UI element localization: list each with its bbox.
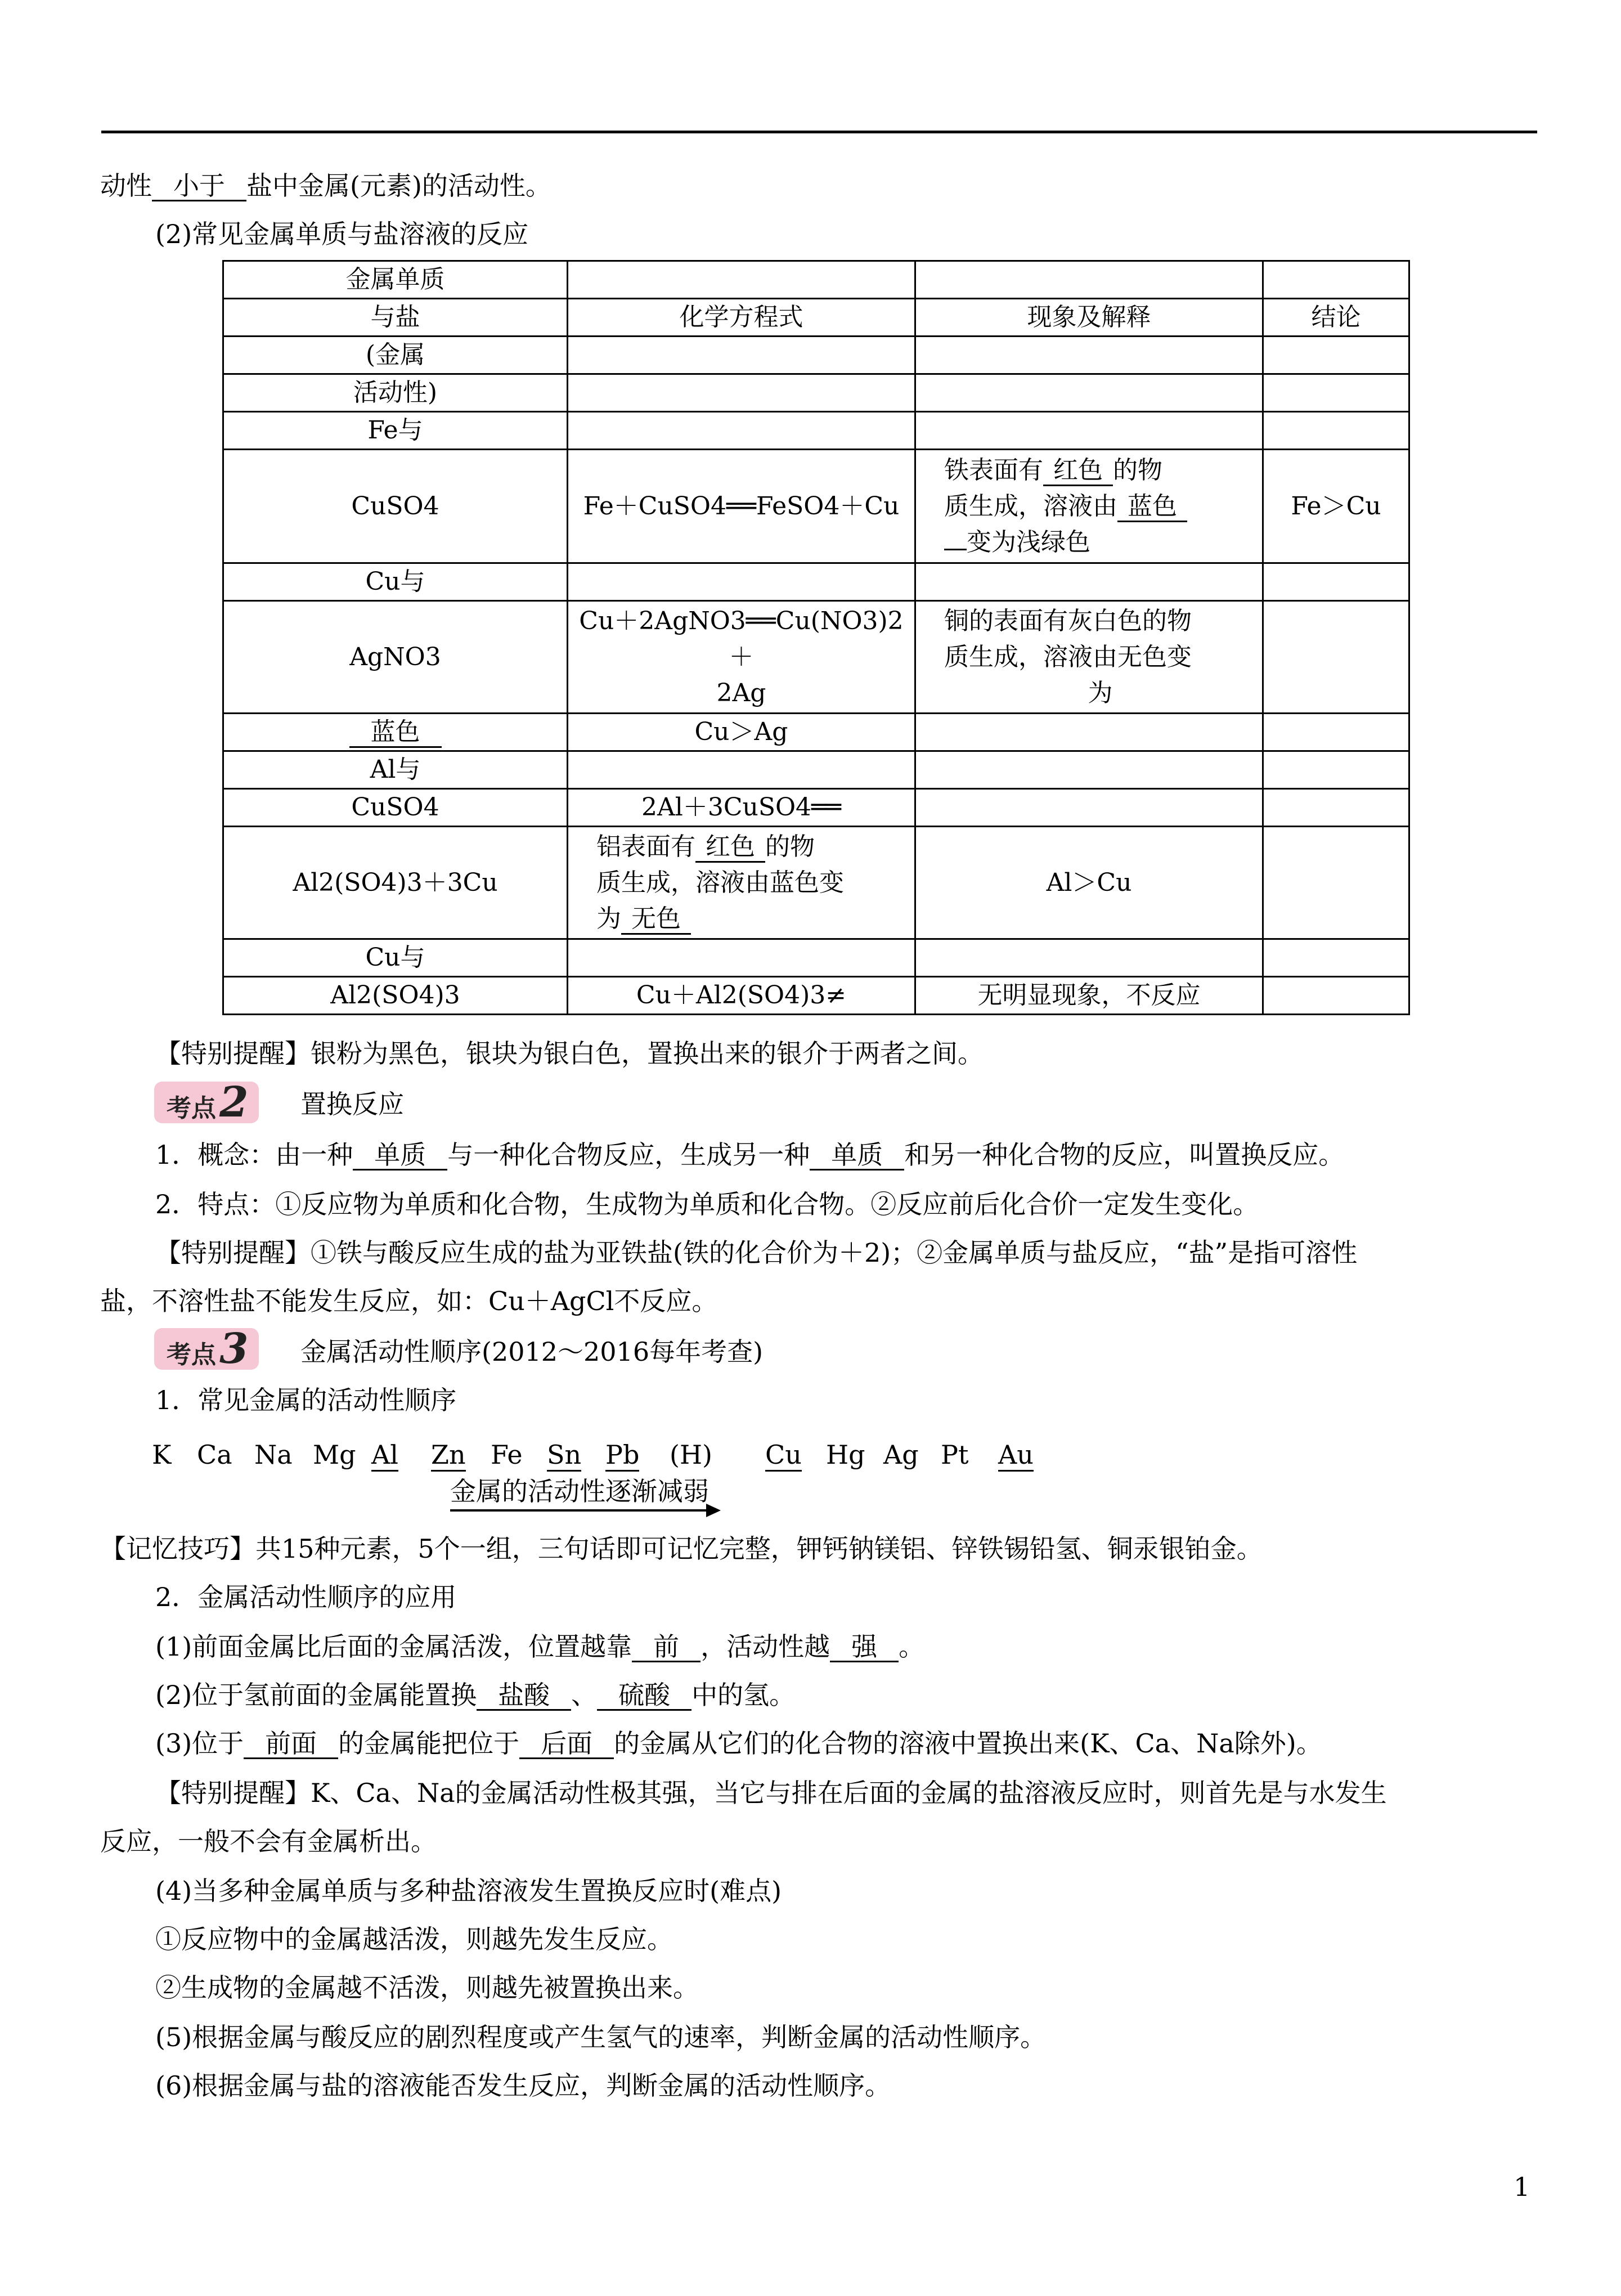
element-symbol: Ca bbox=[197, 1440, 232, 1470]
text-line: ②生成物的金属越不活泼，则越先被置换出来。 bbox=[155, 1972, 699, 2003]
answer-blank: 后面 bbox=[519, 1729, 614, 1759]
element-symbol: (H) bbox=[670, 1440, 713, 1470]
table-cell: Al2(SO4)3＋3Cu bbox=[223, 827, 568, 939]
special-tip: 【特别提醒】K、Ca、Na的金属活动性极其强，当它与排在后面的金属的盐溶液反应时，则首先是与水发生 bbox=[155, 1778, 1387, 1808]
special-tip: 【特别提醒】银粉为黑色，银块为银白色，置换出来的银介于两者之间。 bbox=[155, 1038, 984, 1069]
element-symbol: Au bbox=[998, 1440, 1034, 1472]
answer-blank: 单质 bbox=[353, 1141, 447, 1171]
answer-blank: 单质 bbox=[810, 1141, 904, 1171]
table-cell: 铜的表面有灰白色的物 质生成，溶液由无色变 为 bbox=[915, 601, 1263, 714]
element-symbol: Cu bbox=[765, 1440, 802, 1472]
table-cell: Cu＋2AgNO3══Cu(NO3)2＋ 2Ag bbox=[568, 601, 915, 714]
element-symbol: Na bbox=[254, 1440, 293, 1470]
table-cell bbox=[223, 714, 568, 751]
answer-blank bbox=[944, 549, 967, 550]
memory-tip: 【记忆技巧】共15种元素，5个一组，三句话即可记忆完整，钾钙钠镁铝、锌铁锡铅氢、铜汞银铂金。 bbox=[100, 1533, 1263, 1564]
answer-blank: 红色 bbox=[695, 833, 765, 863]
text: 盐中金属(元素)的活动性。 bbox=[246, 171, 551, 201]
table-cell: (金属 bbox=[223, 337, 568, 374]
text-line: (4)当多种金属单质与多种盐溶液发生置换反应时(难点) bbox=[155, 1876, 782, 1906]
table-cell: 活动性) bbox=[223, 374, 568, 412]
table-cell: Fe＞Cu bbox=[1263, 450, 1409, 563]
table-header: 结论 bbox=[1263, 299, 1409, 337]
text-line: 1．常见金属的活动性顺序 bbox=[155, 1385, 457, 1415]
text-line: 2．金属活动性顺序的应用 bbox=[155, 1582, 457, 1612]
element-symbol: Zn bbox=[431, 1440, 466, 1472]
table-cell: Cu＞Ag bbox=[568, 714, 915, 751]
table-cell: Fe＋CuSO4══FeSO4＋Cu bbox=[568, 450, 915, 563]
table-cell: Cu与 bbox=[223, 939, 568, 977]
element-symbol: Sn bbox=[547, 1440, 581, 1472]
reaction-table bbox=[222, 260, 1410, 1015]
element-symbol: Hg bbox=[826, 1440, 865, 1470]
series-caption: 金属的活动性逐渐减弱 bbox=[450, 1476, 709, 1506]
table-cell: 与盐 bbox=[223, 299, 568, 337]
table-cell: Al与 bbox=[223, 751, 568, 789]
table-cell: Al2(SO4)3 bbox=[223, 977, 568, 1015]
answer-blank: 无色 bbox=[621, 905, 691, 935]
answer-blank: 硫酸 bbox=[597, 1681, 691, 1711]
table-cell: 铝表面有 红色 的物 质生成，溶液由蓝色变 为 无色 bbox=[568, 827, 915, 939]
text-line: (3)位于 前面 的金属能把位于 后面 的金属从它们的化合物的溶液中置换出来(K、Ca、Na除外)。 bbox=[155, 1728, 1322, 1759]
element-symbol: Al bbox=[371, 1440, 398, 1472]
text: 动性 bbox=[100, 171, 152, 201]
text-line: ①反应物中的金属越活泼，则越先发生反应。 bbox=[155, 1924, 673, 1954]
answer-blank: 前面 bbox=[244, 1729, 338, 1759]
special-tip: 盐，不溶性盐不能发生反应，如：Cu＋AgCl不反应。 bbox=[100, 1286, 718, 1316]
arrow-line bbox=[450, 1509, 709, 1512]
kaodian-badge: 考点3 bbox=[154, 1328, 259, 1370]
element-symbol: Pt bbox=[941, 1440, 969, 1470]
answer-blank: 盐酸 bbox=[477, 1681, 571, 1711]
element-symbol: Ag bbox=[883, 1440, 919, 1470]
answer-blank: 前 bbox=[632, 1633, 701, 1662]
table-cell: Fe与 bbox=[223, 412, 568, 450]
element-symbol: K bbox=[152, 1440, 172, 1470]
answer-blank: 小于 bbox=[152, 172, 246, 201]
page-number: 1 bbox=[1514, 2172, 1530, 2202]
answer-blank: 红色 bbox=[1043, 456, 1113, 486]
text-line bbox=[100, 169, 551, 203]
table-cell: 2Al＋3CuSO4══ bbox=[568, 789, 915, 827]
answer-blank: 蓝色 bbox=[1117, 492, 1187, 522]
table-header: 现象及解释 bbox=[915, 299, 1263, 337]
table-cell: Al＞Cu bbox=[915, 827, 1263, 939]
text-line: (5)根据金属与酸反应的剧烈程度或产生氢气的速率，判断金属的活动性顺序。 bbox=[155, 2022, 1047, 2052]
answer-blank: 强 bbox=[830, 1633, 899, 1662]
text-line: 2．特点：①反应物为单质和化合物，生成物为单质和化合物。②反应前后化合价一定发生变化。 bbox=[155, 1189, 1259, 1219]
header-rule bbox=[101, 131, 1537, 133]
table-cell: 无明显现象，不反应 bbox=[915, 977, 1263, 1015]
special-tip: 【特别提醒】①铁与酸反应生成的盐为亚铁盐(铁的化合价为＋2)；②金属单质与盐反应，“盐”是指可溶性 bbox=[155, 1237, 1358, 1268]
table-cell: AgNO3 bbox=[223, 601, 568, 714]
table-cell: 金属单质 bbox=[223, 261, 568, 299]
table-cell: Cu＋Al2(SO4)3≠ bbox=[568, 977, 915, 1015]
answer-blank: 蓝色 bbox=[349, 718, 442, 748]
table-cell: 铁表面有 红色 的物 质生成，溶液由 蓝色 变为浅绿色 bbox=[915, 450, 1263, 563]
element-symbol: Pb bbox=[605, 1440, 639, 1472]
table-cell: CuSO4 bbox=[223, 789, 568, 827]
element-symbol: Mg bbox=[313, 1440, 356, 1470]
text-line: (2)位于氢前面的金属能置换 盐酸 、 硫酸 中的氢。 bbox=[155, 1680, 796, 1710]
text-line: (1)前面金属比后面的金属活泼，位置越靠 前 ，活动性越 强 。 bbox=[155, 1631, 925, 1662]
kaodian-title: 置换反应 bbox=[300, 1089, 404, 1119]
table-header: 化学方程式 bbox=[568, 299, 915, 337]
text-line: 1．概念：由一种 单质 与一种化合物反应，生成另一种 单质 和另一种化合物的反应，叫置换反应。 bbox=[155, 1140, 1345, 1170]
section-heading: (2)常见金属单质与盐溶液的反应 bbox=[155, 219, 529, 249]
kaodian-title: 金属活动性顺序(2012～2016每年考查) bbox=[300, 1337, 764, 1367]
element-symbol: Fe bbox=[491, 1440, 523, 1470]
table-cell: Cu与 bbox=[223, 563, 568, 601]
special-tip: 反应，一般不会有金属析出。 bbox=[100, 1826, 437, 1856]
table-cell: CuSO4 bbox=[223, 450, 568, 563]
text-line: (6)根据金属与盐的溶液能否发生反应，判断金属的活动性顺序。 bbox=[155, 2070, 891, 2101]
kaodian-badge: 考点2 bbox=[154, 1082, 259, 1123]
